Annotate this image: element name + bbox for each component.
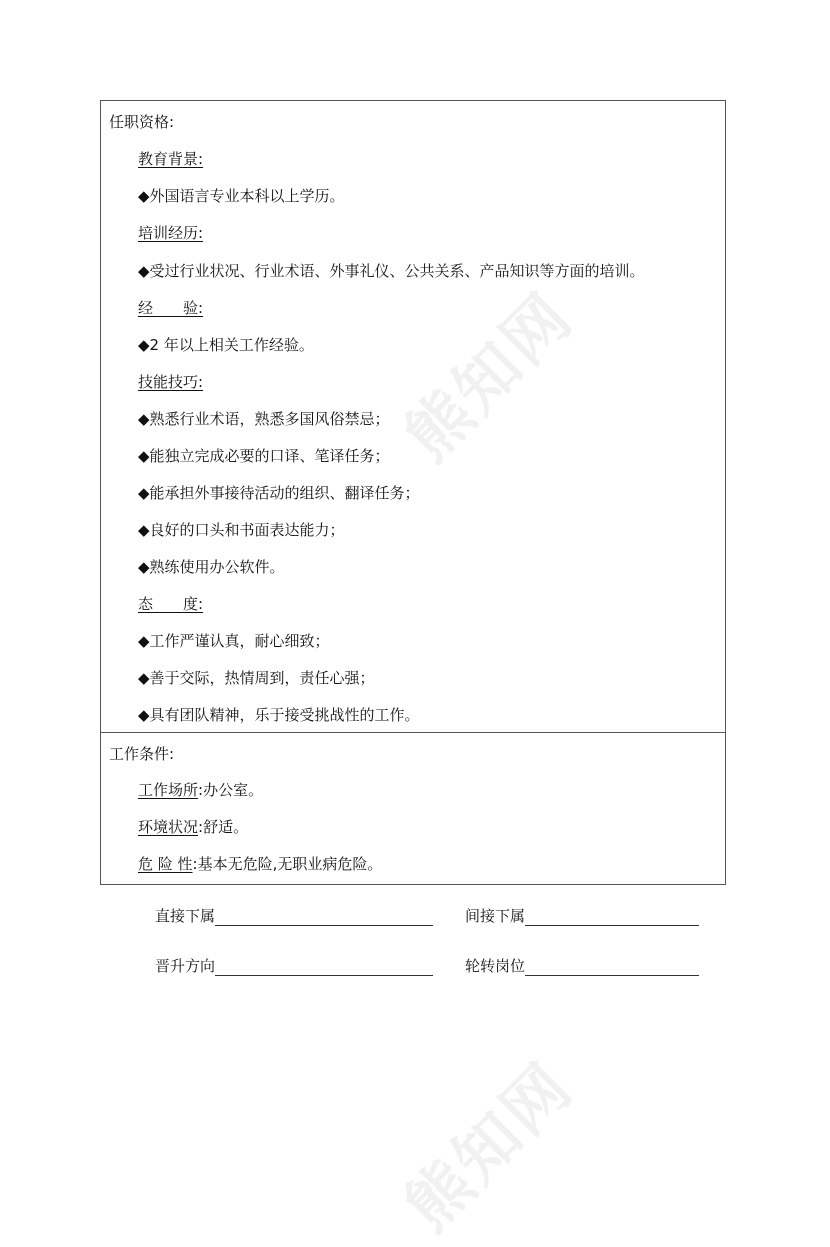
skills-item: ◆熟练使用办公软件。 <box>138 558 285 576</box>
education-label: 教育背景: <box>138 150 204 168</box>
environment-label: 环境状况 <box>138 818 199 836</box>
workplace-row <box>138 780 263 800</box>
attitude-item: ◆具有团队精神，乐于接受挑战性的工作。 <box>138 706 420 724</box>
training-item: ◆受过行业状况、行业术语、外事礼仪、公共关系、产品知识等方面的培训。 <box>138 262 645 280</box>
attitude-item: ◆工作严谨认真，耐心细致； <box>138 632 330 650</box>
skills-item: ◆能独立完成必要的口译、笔译任务； <box>138 447 390 465</box>
attitude-item: ◆善于交际，热情周到，责任心强； <box>138 669 375 687</box>
conditions-section <box>101 733 725 884</box>
hazard-value: :基本无危险,无职业病危险。 <box>192 855 383 873</box>
workplace-value: :办公室。 <box>198 781 264 799</box>
watermark: 熊知网 <box>391 1048 589 1246</box>
experience-label: 经 验: <box>138 299 204 317</box>
attitude-label: 态 度: <box>138 595 204 613</box>
indirect-subordinate-label: 间接下属 <box>465 907 526 925</box>
promotion-label: 晋升方向 <box>155 957 216 975</box>
environment-value: :舒适。 <box>198 818 249 836</box>
training-label: 培训经历: <box>138 224 204 242</box>
promotion-field[interactable] <box>215 957 433 976</box>
direct-subordinate-field[interactable] <box>215 907 433 926</box>
qualifications-title: 任职资格: <box>109 113 175 131</box>
promotion-row <box>155 956 433 976</box>
skills-item: ◆良好的口头和书面表达能力； <box>138 521 345 539</box>
watermark: 熊知网 <box>391 278 589 476</box>
environment-row <box>138 817 248 837</box>
direct-subordinate-row <box>155 906 433 926</box>
direct-subordinate-label: 直接下属 <box>155 907 216 925</box>
workplace-label: 工作场所 <box>138 781 199 799</box>
experience-item: ◆2 年以上相关工作经验。 <box>138 336 314 354</box>
conditions-title: 工作条件: <box>109 745 175 763</box>
hazard-label: 危 险 性 <box>138 855 193 873</box>
education-item: ◆外国语言专业本科以上学历。 <box>138 187 345 205</box>
job-spec-table <box>100 100 726 885</box>
indirect-subordinate-row <box>465 906 699 926</box>
indirect-subordinate-field[interactable] <box>525 907 699 926</box>
rotation-row <box>465 956 699 976</box>
rotation-label: 轮转岗位 <box>465 957 526 975</box>
skills-item: ◆熟悉行业术语，熟悉多国风俗禁忌； <box>138 410 390 428</box>
hazard-row <box>138 854 382 874</box>
skills-item: ◆能承担外事接待活动的组织、翻译任务； <box>138 484 420 502</box>
rotation-field[interactable] <box>525 957 699 976</box>
skills-label: 技能技巧: <box>138 373 204 391</box>
qualifications-section <box>101 101 725 733</box>
